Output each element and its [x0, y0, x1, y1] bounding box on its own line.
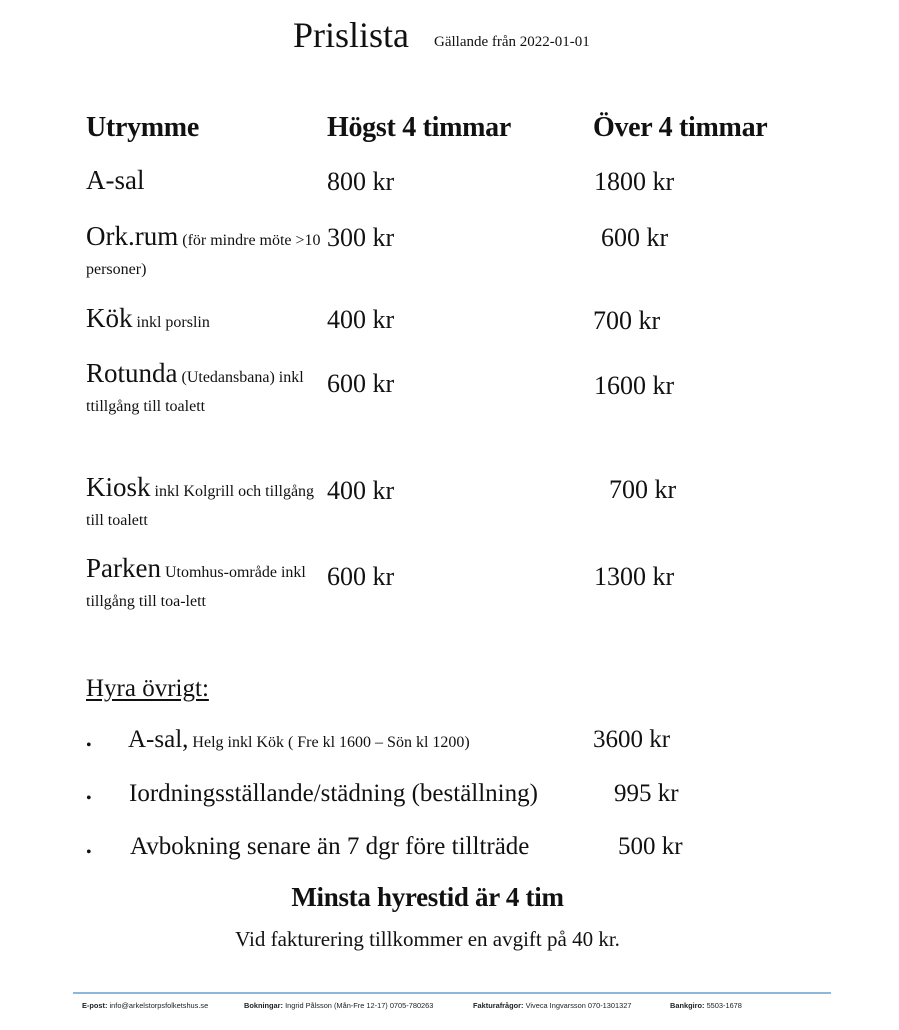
- table-row-room: [86, 554, 321, 616]
- list-item: Avbokning senare än 7 dgr före tillträde: [130, 833, 530, 860]
- item-note: Helg inkl Kök ( Fre kl 1600 – Sön kl 1200): [192, 734, 470, 751]
- room-name: A-sal: [86, 165, 145, 195]
- footer-invoice: [473, 1001, 631, 1010]
- item-name: A-sal,: [128, 726, 189, 753]
- room-name: Kiosk: [86, 472, 151, 502]
- footer-invoice-label: Fakturafrågor:: [473, 1001, 524, 1010]
- price-over-4h: 700 kr: [609, 475, 677, 504]
- price-over-4h: 1300 kr: [594, 562, 675, 591]
- section-heading-other: Hyra övrigt:: [86, 675, 209, 702]
- footer-bankgiro-label: Bankgiro:: [670, 1001, 705, 1010]
- price-over-4h: 1800 kr: [594, 167, 675, 196]
- bullet-icon: •: [86, 790, 92, 807]
- footer-booking: [244, 1001, 433, 1010]
- room-note: inkl porslin: [136, 314, 210, 331]
- price-max-4h: 400 kr: [327, 305, 395, 334]
- price-over-4h: 700 kr: [593, 306, 661, 335]
- room-name: Ork.rum: [86, 221, 179, 251]
- item-price: 3600 kr: [593, 726, 671, 753]
- price-over-4h: 1600 kr: [594, 371, 675, 400]
- table-row-room: [86, 166, 321, 199]
- column-header-room: Utrymme: [86, 112, 199, 143]
- list-item: Iordningsställande/städning (beställning): [129, 780, 538, 807]
- footer-bankgiro: [670, 1001, 742, 1010]
- price-max-4h: 600 kr: [327, 562, 395, 591]
- item-price: 500 kr: [618, 833, 683, 860]
- price-max-4h: 600 kr: [327, 369, 395, 398]
- room-note: Utomhus-område inkl tillgång till toa-lett: [86, 564, 306, 610]
- column-header-over-4h: Över 4 timmar: [593, 112, 768, 143]
- footer-email-value: info@arkelstorpsfolketshus.se: [109, 1001, 209, 1010]
- list-item: [128, 726, 470, 754]
- footer-booking-value: Ingrid Pålsson (Mån-Fre 12-17) 0705-780263: [285, 1001, 434, 1010]
- footer-bankgiro-value: 5503-1678: [706, 1001, 742, 1010]
- table-row-room: [86, 359, 321, 421]
- room-name: Parken: [86, 553, 161, 583]
- room-name: Kök: [86, 303, 133, 333]
- price-max-4h: 400 kr: [327, 476, 395, 505]
- bullet-icon: •: [86, 737, 92, 754]
- page-title: Prislista: [293, 15, 410, 55]
- room-name: Rotunda: [86, 358, 178, 388]
- room-note: (för mindre möte >10 personer): [86, 232, 321, 278]
- table-row-room: [86, 222, 321, 284]
- bullet-icon: •: [86, 844, 92, 861]
- table-row-room: [86, 304, 321, 337]
- footer-email: [82, 1001, 208, 1010]
- minimum-rental-note: Minsta hyrestid är 4 tim: [291, 882, 564, 912]
- table-row-room: [86, 473, 321, 535]
- footer-divider: [73, 992, 831, 994]
- price-max-4h: 800 kr: [327, 167, 395, 196]
- footer-invoice-value: Viveca Ingvarsson 070-1301327: [525, 1001, 632, 1010]
- invoice-fee-note: Vid fakturering tillkommer en avgift på 40 kr.: [235, 927, 620, 951]
- price-max-4h: 300 kr: [327, 223, 395, 252]
- column-header-max-4h: Högst 4 timmar: [327, 112, 511, 143]
- footer-booking-label: Bokningar:: [244, 1001, 284, 1010]
- validity-date: Gällande från 2022-01-01: [434, 34, 590, 50]
- price-over-4h: 600 kr: [601, 223, 669, 252]
- footer-email-label: E-post:: [82, 1001, 108, 1010]
- room-note: inkl Kolgrill och tillgång till toalett: [86, 483, 315, 529]
- room-note: (Utedansbana) inkl ttillgång till toalett: [86, 369, 304, 415]
- item-price: 995 kr: [614, 780, 679, 807]
